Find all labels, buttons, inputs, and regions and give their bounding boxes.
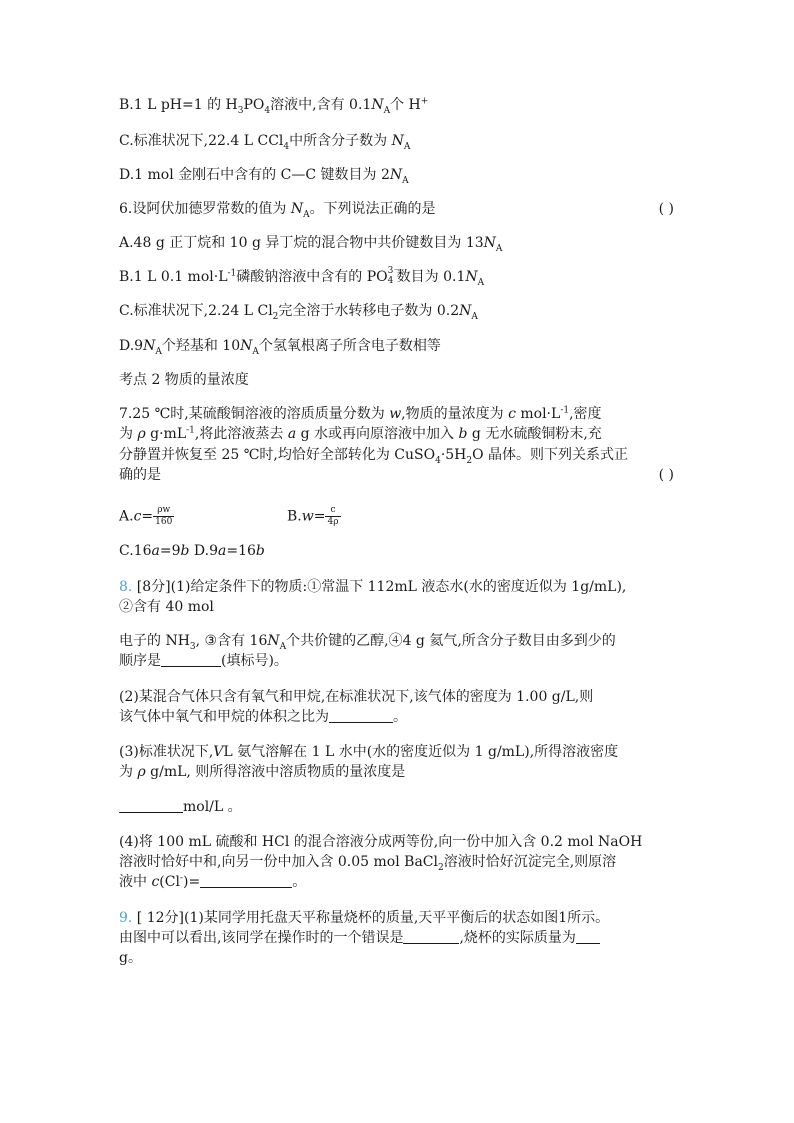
question-number: 9. (119, 910, 133, 926)
q7-line-2: 为 ρ $g\cdot mL^{-1}$,将此溶液蒸去 a g 水或再向原溶液中加入 b g 无水硫酸铜粉末,充 (119, 425, 602, 442)
q7-option-a: A.c= $\frac{\rho w}{160}$ (119, 505, 173, 527)
q8-part3-line-2: 为 ρ g/mL, 则所得溶液中溶质物质的量浓度是 (119, 764, 406, 780)
phosphate-ion-scripts: 3－ 4 (387, 266, 403, 286)
answer-blank[interactable] (161, 652, 221, 667)
q8-part4-line-3: 液中 c(Cl-)= 。 (119, 873, 307, 890)
fraction: $\frac{\rho w}{160}$ (155, 505, 173, 527)
q6-option-b: B.1 L 0.1 $mol\cdot L^{-1}$磷酸钠溶液中含有的 PO 3－ 4 数目为 $0.1N_A$ (119, 266, 485, 288)
q8-line-3: 电子的 $NH_3$, ③含有 $16N_A$个共价键的乙醇,④4 g 氦气,所含分子数目由多到少的 (119, 633, 616, 652)
q6-option-a: A.48 g 正丁烷和 10 g 异丁烷的混合物中共价键数目为 $13N_A$ (119, 235, 503, 254)
q6-stem: 6.设阿伏加德罗常数的值为 $N_A$。下列说法正确的是 ( ) (119, 201, 674, 220)
q9-line-3: g。 (119, 950, 142, 966)
q7-option-cd: C.16a=9b D.9a=16b (119, 543, 265, 559)
q8-part4-line-1: (4)将 100 mL 硫酸和 HCl 的混合溶液分成两等份,向一份中加入含 0.2 mol NaOH (119, 834, 643, 850)
q8-line-4: 顺序是 (填标号)。 (119, 653, 288, 669)
q5-option-c: C.标准状况下,22.4 L CCl$_4$中所含分子数为 $N_A$ (119, 133, 411, 152)
q8-part2-line-2: 该气体中氧气和甲烷的体积之比为 。 (119, 709, 407, 725)
section-heading: 考点 2 物质的量浓度 (119, 372, 249, 388)
answer-blank[interactable] (329, 708, 393, 723)
answer-blank[interactable] (403, 929, 459, 944)
q8-part2-line-1: (2)某混合气体只含有氧气和甲烷,在标准状况下,该气体的密度为 1.00 g/L,则 (119, 689, 594, 705)
q5-option-b: B.1 L pH=1 的 $H_3PO_4$溶液中,含有 $0.1N_A$个 H+ (119, 96, 429, 116)
question-number: 8. (119, 579, 133, 595)
q9-line-1: 9. [ 12分](1)某同学用托盘天平称量烧杯的质量,天平平衡后的状态如图1所示。 (119, 910, 610, 926)
q8-part3-line-1: (3)标准状况下,VL 氨气溶解在 1 L 水中(水的密度近似为 1 g/mL),所得溶液密度 (119, 744, 619, 760)
q9-line-2: 由图中可以看出,该同学在操作时的一个错误是 ,烧杯的实际质量为 (119, 928, 600, 948)
fraction: $\frac{c}{4\rho}$ (327, 505, 339, 527)
q7-option-b: B.w= $\frac{c}{4\rho}$ (287, 505, 339, 527)
q7-line-1: 7.25 ℃时,某硫酸铜溶液的溶质质量分数为 w,物质的量浓度为 c $mol\cdot L^{-1}$,密度 (119, 405, 602, 422)
answer-blank[interactable] (119, 798, 183, 813)
q8-part4-line-2: 溶液时恰好中和,向另一份中加入含 0.05 mol BaCl$_2$溶液时恰好沉淀完全,则原溶 (119, 854, 617, 873)
answer-blank[interactable] (200, 873, 292, 888)
q6-option-d: $D.9N_A$个羟基和 $10N_A$个氢氧根离子所含电子数相等 (119, 338, 441, 357)
q8-part3-line-3: mol/L 。 (119, 797, 242, 817)
answer-paren: ( ) (658, 201, 674, 217)
answer-blank[interactable] (576, 929, 600, 944)
q7-line-3: 分静置并恢复至 25 ℃时,均恰好全部转化为 $CuSO_4\cdot 5H_2O$ 晶体。则下列关系式正 (119, 447, 629, 466)
q5-option-d: D.1 mol 金刚石中含有的 C—C 键数目为 $2N_A$ (119, 167, 409, 186)
q8-line-1: 8. [8分](1)给定条件下的物质:①常温下 112mL 液态水(水的密度近似为 1g/mL), (119, 579, 627, 595)
q6-option-c: C.标准状况下,2.24 L $Cl_2$完全溶于水转移电子数为 $0.2N_A$ (119, 303, 478, 322)
answer-paren: ( ) (658, 467, 674, 483)
q8-line-2: ②含有 40 mol (119, 599, 214, 615)
q7-line-4: 确的是 ( ) (119, 467, 674, 483)
